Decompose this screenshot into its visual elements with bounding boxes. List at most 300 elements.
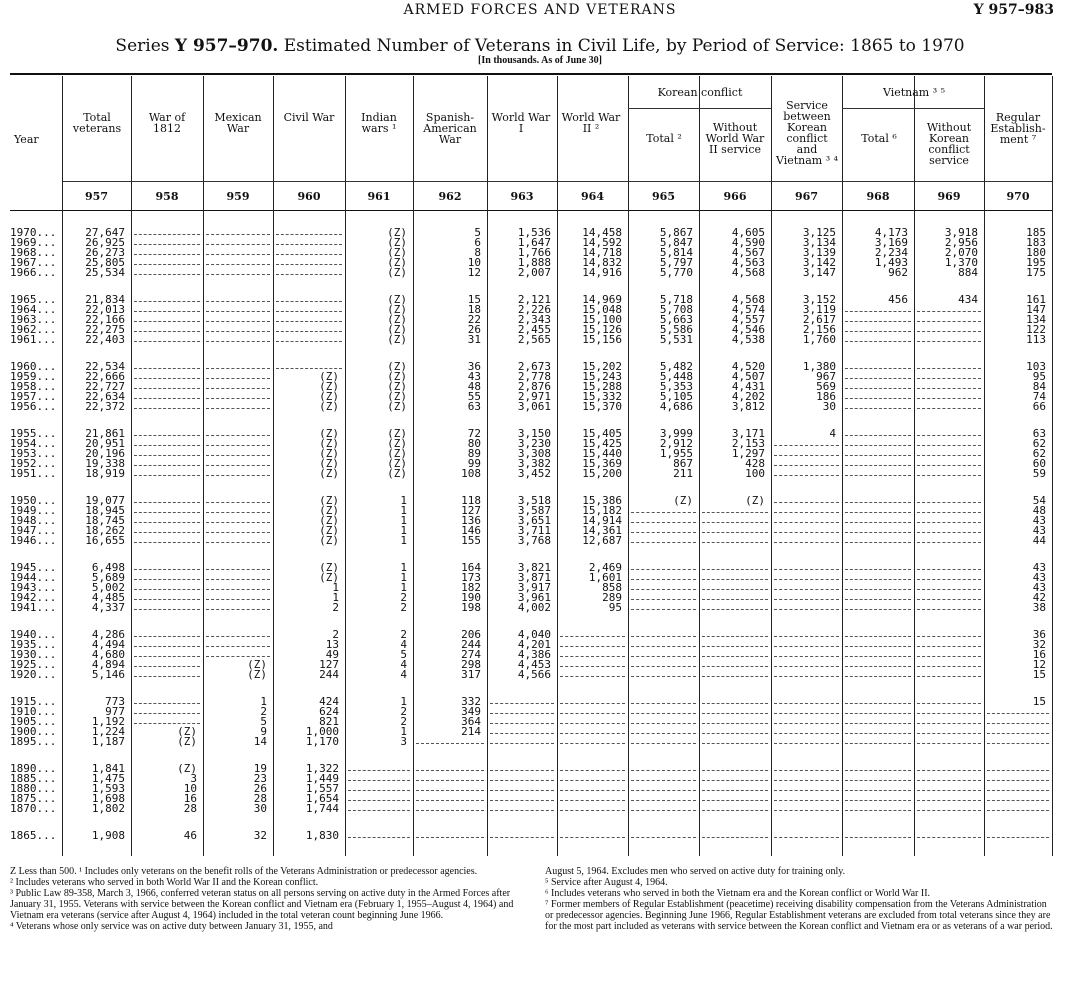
empty-cell <box>631 666 696 667</box>
empty-cell <box>631 743 696 744</box>
year-cell: 1905... <box>10 715 57 729</box>
value-cell: 89 <box>467 447 481 461</box>
year-cell: 1890... <box>10 762 57 775</box>
year-cell: 1910... <box>10 705 57 719</box>
header-mexican-war: Mexican War <box>214 111 262 135</box>
value-cell: (Z) <box>319 370 339 384</box>
value-cell: (Z) <box>319 400 339 414</box>
empty-cell <box>206 512 270 513</box>
value-cell: (Z) <box>387 437 407 451</box>
year-cell: 1885... <box>10 772 57 786</box>
value-cell: 4,566 <box>517 668 551 682</box>
empty-cell <box>917 455 981 456</box>
empty-cell <box>774 837 839 838</box>
empty-cell <box>134 475 200 476</box>
empty-cell <box>774 609 839 610</box>
empty-cell <box>560 666 625 667</box>
value-cell: 1,449 <box>305 772 339 786</box>
value-cell: (Z) <box>387 457 407 471</box>
value-cell: 4,453 <box>517 658 551 672</box>
empty-cell <box>917 532 981 533</box>
year-cell: 1952... <box>10 457 57 471</box>
empty-cell <box>987 723 1049 724</box>
empty-cell <box>206 609 270 610</box>
value-cell: 2 <box>332 628 339 641</box>
empty-cell <box>134 408 200 409</box>
value-cell: 2,673 <box>517 360 551 373</box>
value-cell: 349 <box>461 705 481 719</box>
empty-cell <box>631 532 696 533</box>
empty-cell <box>631 780 696 781</box>
table-row <box>0 727 1080 737</box>
value-cell: 31 <box>467 333 481 347</box>
empty-cell <box>134 599 200 600</box>
column-number: 970 <box>1006 190 1030 203</box>
table-row <box>0 268 1080 278</box>
value-cell: 4,686 <box>659 400 693 414</box>
empty-cell <box>134 542 200 543</box>
year-cell: 1959... <box>10 370 57 384</box>
value-cell: 4,386 <box>517 648 551 662</box>
value-cell: 4 <box>829 427 836 440</box>
value-cell: (Z) <box>387 400 407 414</box>
column-number: 960 <box>297 190 321 203</box>
value-cell: 46 <box>183 829 197 842</box>
value-cell: 1,192 <box>91 715 125 729</box>
value-cell: 1,830 <box>305 829 339 842</box>
footnote: ⁵ Service after August 4, 1964. <box>545 877 668 888</box>
empty-cell <box>134 609 200 610</box>
empty-cell <box>845 609 911 610</box>
value-cell: 3,147 <box>802 266 836 280</box>
value-cell: (Z) <box>319 447 339 461</box>
empty-cell <box>134 455 200 456</box>
empty-cell <box>206 264 270 265</box>
column-number: 964 <box>581 190 604 203</box>
value-cell: 74 <box>1032 390 1046 404</box>
year-cell: 1970... <box>10 226 57 239</box>
empty-cell <box>206 398 270 399</box>
value-cell: 3,768 <box>517 534 551 548</box>
value-cell: 2,343 <box>517 313 551 327</box>
empty-cell <box>917 311 981 312</box>
empty-cell <box>917 666 981 667</box>
empty-cell <box>134 321 200 322</box>
empty-cell <box>917 341 981 342</box>
value-cell: 16,655 <box>85 534 125 548</box>
table-row <box>0 697 1080 707</box>
empty-cell <box>134 244 200 245</box>
value-cell: 14,832 <box>582 256 622 270</box>
value-cell: 136 <box>461 514 481 528</box>
value-cell: 15,386 <box>582 494 622 507</box>
empty-cell <box>987 733 1049 734</box>
empty-cell <box>631 837 696 838</box>
value-cell: 3,917 <box>517 581 551 595</box>
empty-cell <box>917 388 981 389</box>
empty-cell <box>845 569 911 570</box>
column-number: 966 <box>723 190 747 203</box>
empty-cell <box>134 264 200 265</box>
value-cell: (Z) <box>247 668 267 682</box>
value-cell: 20,196 <box>85 447 125 461</box>
value-cell: (Z) <box>247 658 267 672</box>
value-cell: 3,142 <box>802 256 836 270</box>
empty-cell <box>845 713 911 714</box>
value-cell: 3,125 <box>802 226 836 239</box>
value-cell: 66 <box>1032 400 1046 414</box>
empty-cell <box>276 244 342 245</box>
empty-cell <box>416 743 484 744</box>
value-cell: 5,105 <box>659 390 693 404</box>
value-cell: 18,919 <box>85 467 125 481</box>
value-cell: (Z) <box>387 293 407 306</box>
value-cell: 5,146 <box>91 668 125 682</box>
value-cell: 3,171 <box>731 427 765 440</box>
value-cell: 867 <box>673 457 693 471</box>
empty-cell <box>134 398 200 399</box>
header-civil-war: Civil War <box>283 111 335 124</box>
year-cell: 1942... <box>10 591 57 605</box>
empty-cell <box>206 331 270 332</box>
value-cell: 977 <box>105 705 125 719</box>
value-cell: 14 <box>253 735 267 749</box>
empty-cell <box>917 780 981 781</box>
value-cell: 15 <box>1032 668 1046 682</box>
value-cell: 14,718 <box>582 246 622 260</box>
empty-cell <box>631 542 696 543</box>
empty-cell <box>206 502 270 503</box>
value-cell: 4,040 <box>517 628 551 641</box>
empty-cell <box>774 455 839 456</box>
empty-cell <box>845 723 911 724</box>
empty-cell <box>416 837 484 838</box>
empty-cell <box>917 368 981 369</box>
value-cell: 2 <box>400 715 407 729</box>
empty-cell <box>134 254 200 255</box>
value-cell: 198 <box>461 601 481 615</box>
value-cell: 4,557 <box>731 313 765 327</box>
empty-cell <box>206 589 270 590</box>
empty-cell <box>774 512 839 513</box>
empty-cell <box>987 713 1049 714</box>
value-cell: 4,605 <box>731 226 765 239</box>
empty-cell <box>702 609 768 610</box>
footnote: ² Includes veterans who served in both World War II and the Korean conflict. <box>10 877 319 888</box>
empty-cell <box>631 810 696 811</box>
value-cell: 962 <box>888 266 908 280</box>
running-head-series: Y 957–983 <box>973 2 1054 18</box>
value-cell: 18,945 <box>85 504 125 518</box>
value-cell: 1,557 <box>305 782 339 796</box>
empty-cell <box>917 837 981 838</box>
empty-cell <box>917 676 981 677</box>
year-cell: 1961... <box>10 333 57 347</box>
value-cell: 103 <box>1026 360 1046 373</box>
header-korean-conflict: Korean conflict <box>657 86 743 99</box>
empty-cell <box>490 780 554 781</box>
value-cell: 22,666 <box>85 370 125 384</box>
value-cell: 4,574 <box>731 303 765 317</box>
empty-cell <box>276 321 342 322</box>
empty-cell <box>917 398 981 399</box>
value-cell: 10 <box>183 782 197 796</box>
value-cell: 2 <box>400 591 407 605</box>
value-cell: 858 <box>602 581 622 595</box>
empty-cell <box>134 435 200 436</box>
table-row <box>0 774 1080 784</box>
empty-cell <box>206 646 270 647</box>
value-cell: 18,262 <box>85 524 125 538</box>
value-cell: 54 <box>1032 494 1046 507</box>
value-cell: 2,876 <box>517 380 551 394</box>
header-bottom-rule <box>10 210 1052 211</box>
value-cell: 15,332 <box>582 390 622 404</box>
value-cell: 4,507 <box>731 370 765 384</box>
empty-cell <box>631 599 696 600</box>
value-cell: 1,380 <box>802 360 836 373</box>
value-cell: 15 <box>1032 695 1046 708</box>
value-cell: 3,139 <box>802 246 836 260</box>
empty-cell <box>490 743 554 744</box>
empty-cell <box>276 311 342 312</box>
empty-cell <box>631 703 696 704</box>
value-cell: 1,493 <box>874 256 908 270</box>
table-row <box>0 670 1080 680</box>
year-cell: 1925... <box>10 658 57 672</box>
value-cell: (Z) <box>745 494 765 507</box>
value-cell: 3,061 <box>517 400 551 414</box>
empty-cell <box>490 790 554 791</box>
empty-cell <box>134 703 200 704</box>
year-cell: 1957... <box>10 390 57 404</box>
empty-cell <box>917 321 981 322</box>
empty-cell <box>490 713 554 714</box>
value-cell: 2 <box>400 601 407 615</box>
value-cell: 1 <box>400 581 407 595</box>
empty-cell <box>134 502 200 503</box>
value-cell: 9 <box>260 725 267 739</box>
value-cell: 2,070 <box>944 246 978 260</box>
empty-cell <box>702 646 768 647</box>
value-cell: (Z) <box>319 427 339 440</box>
empty-cell <box>917 569 981 570</box>
value-cell: 4,173 <box>874 226 908 239</box>
empty-cell <box>845 378 911 379</box>
value-cell: 1,654 <box>305 792 339 806</box>
footnotes-left <box>10 866 532 932</box>
value-cell: 2,912 <box>659 437 693 451</box>
value-cell: 30 <box>253 802 267 816</box>
value-cell: 25,534 <box>85 266 125 280</box>
empty-cell <box>774 703 839 704</box>
value-cell: 12 <box>1032 658 1046 672</box>
empty-cell <box>774 646 839 647</box>
empty-cell <box>774 713 839 714</box>
value-cell: (Z) <box>387 303 407 317</box>
empty-cell <box>631 569 696 570</box>
value-cell: 48 <box>1032 504 1046 518</box>
value-cell: 4,894 <box>91 658 125 672</box>
table-row <box>0 335 1080 345</box>
empty-cell <box>987 810 1049 811</box>
empty-cell <box>845 780 911 781</box>
empty-cell <box>276 234 342 235</box>
value-cell: 22 <box>467 313 481 327</box>
empty-cell <box>987 770 1049 771</box>
empty-cell <box>917 378 981 379</box>
empty-cell <box>774 475 839 476</box>
empty-cell <box>631 713 696 714</box>
value-cell: 2,971 <box>517 390 551 404</box>
column-number: 962 <box>438 190 462 203</box>
value-cell: 4,568 <box>731 266 765 280</box>
value-cell: 99 <box>467 457 481 471</box>
empty-cell <box>348 790 410 791</box>
value-cell: 456 <box>888 293 908 306</box>
value-cell: 10 <box>467 256 481 270</box>
empty-cell <box>917 703 981 704</box>
value-cell: 3 <box>190 772 197 786</box>
empty-cell <box>631 579 696 580</box>
value-cell: 63 <box>1032 427 1046 440</box>
empty-cell <box>702 522 768 523</box>
value-cell: (Z) <box>387 256 407 270</box>
year-cell: 1966... <box>10 266 57 280</box>
year-cell: 1865... <box>10 829 57 842</box>
value-cell: 20,951 <box>85 437 125 451</box>
value-cell: 2,121 <box>517 293 551 306</box>
value-cell: 5,482 <box>659 360 693 373</box>
value-cell: 43 <box>1032 514 1046 528</box>
value-cell: 113 <box>1026 333 1046 347</box>
value-cell: 43 <box>1032 581 1046 595</box>
header-indian-wars: Indian wars ¹ <box>361 111 397 135</box>
value-cell: 195 <box>1026 256 1046 270</box>
value-cell: 1,297 <box>731 447 765 461</box>
table-top-rule <box>10 73 1052 75</box>
empty-cell <box>276 264 342 265</box>
empty-cell <box>206 311 270 312</box>
value-cell: 967 <box>816 370 836 384</box>
value-cell: 4 <box>400 638 407 652</box>
year-cell: 1955... <box>10 427 57 440</box>
value-cell: (Z) <box>387 226 407 239</box>
value-cell: 32 <box>1032 638 1046 652</box>
empty-cell <box>845 465 911 466</box>
value-cell: 4,520 <box>731 360 765 373</box>
value-cell: (Z) <box>387 380 407 394</box>
empty-cell <box>631 646 696 647</box>
value-cell: 2 <box>260 705 267 719</box>
empty-cell <box>774 676 839 677</box>
year-cell: 1915... <box>10 695 57 708</box>
empty-cell <box>774 589 839 590</box>
empty-cell <box>774 666 839 667</box>
empty-cell <box>134 656 200 657</box>
value-cell: 428 <box>745 457 765 471</box>
column-number: 963 <box>510 190 534 203</box>
value-cell: 3,150 <box>517 427 551 440</box>
value-cell: 3,961 <box>517 591 551 605</box>
empty-cell <box>134 512 200 513</box>
empty-cell <box>845 341 911 342</box>
empty-cell <box>774 810 839 811</box>
value-cell: 1,841 <box>91 762 125 775</box>
empty-cell <box>917 733 981 734</box>
empty-cell <box>702 512 768 513</box>
value-cell: (Z) <box>319 524 339 538</box>
empty-cell <box>987 800 1049 801</box>
empty-cell <box>134 636 200 637</box>
empty-cell <box>560 780 625 781</box>
value-cell: 15,156 <box>582 333 622 347</box>
value-cell: 4,567 <box>731 246 765 260</box>
value-cell: 49 <box>325 648 339 662</box>
group-header-rule <box>842 108 984 109</box>
value-cell: 4,286 <box>91 628 125 641</box>
value-cell: 28 <box>253 792 267 806</box>
value-cell: 1,000 <box>305 725 339 739</box>
empty-cell <box>917 810 981 811</box>
value-cell: 1 <box>400 494 407 507</box>
empty-cell <box>702 743 768 744</box>
value-cell: 22,403 <box>85 333 125 347</box>
empty-cell <box>134 465 200 466</box>
empty-cell <box>845 368 911 369</box>
empty-cell <box>774 780 839 781</box>
value-cell: 32 <box>253 829 267 842</box>
empty-cell <box>702 676 768 677</box>
empty-cell <box>134 234 200 235</box>
value-cell: 2,565 <box>517 333 551 347</box>
empty-cell <box>490 810 554 811</box>
empty-cell <box>348 837 410 838</box>
table-row <box>0 402 1080 412</box>
page-title <box>0 36 1080 56</box>
empty-cell <box>917 522 981 523</box>
value-cell: 1,744 <box>305 802 339 816</box>
value-cell: 3,812 <box>731 400 765 414</box>
empty-cell <box>206 579 270 580</box>
value-cell: 4,494 <box>91 638 125 652</box>
value-cell: 59 <box>1032 467 1046 481</box>
empty-cell <box>917 609 981 610</box>
empty-cell <box>774 743 839 744</box>
value-cell: 5,797 <box>659 256 693 270</box>
footnote: ³ Public Law 89-358, March 3, 1966, conferred veteran status on all persons serving on active duty in the Armed Forces after January 31, 1955. Veterans with service between the Korean conflict and Vietnam era (February 1, 1955–August 4, 1964) and Vietnam era veterans (service after August 4, 1964) included in the total veteran count beginning June 1966. <box>10 888 514 921</box>
year-cell: 1968... <box>10 246 57 260</box>
value-cell: 1,760 <box>802 333 836 347</box>
empty-cell <box>206 341 270 342</box>
value-cell: 26 <box>467 323 481 337</box>
value-cell: 95 <box>608 601 622 615</box>
value-cell: 1,224 <box>91 725 125 739</box>
empty-cell <box>631 770 696 771</box>
value-cell: 1 <box>400 524 407 538</box>
empty-cell <box>206 378 270 379</box>
value-cell: 15,048 <box>582 303 622 317</box>
group-header-rule <box>628 108 771 109</box>
empty-cell <box>134 532 200 533</box>
empty-cell <box>416 790 484 791</box>
empty-cell <box>348 810 410 811</box>
empty-cell <box>134 522 200 523</box>
value-cell: 4,680 <box>91 648 125 662</box>
empty-cell <box>490 800 554 801</box>
empty-cell <box>206 368 270 369</box>
empty-cell <box>560 837 625 838</box>
